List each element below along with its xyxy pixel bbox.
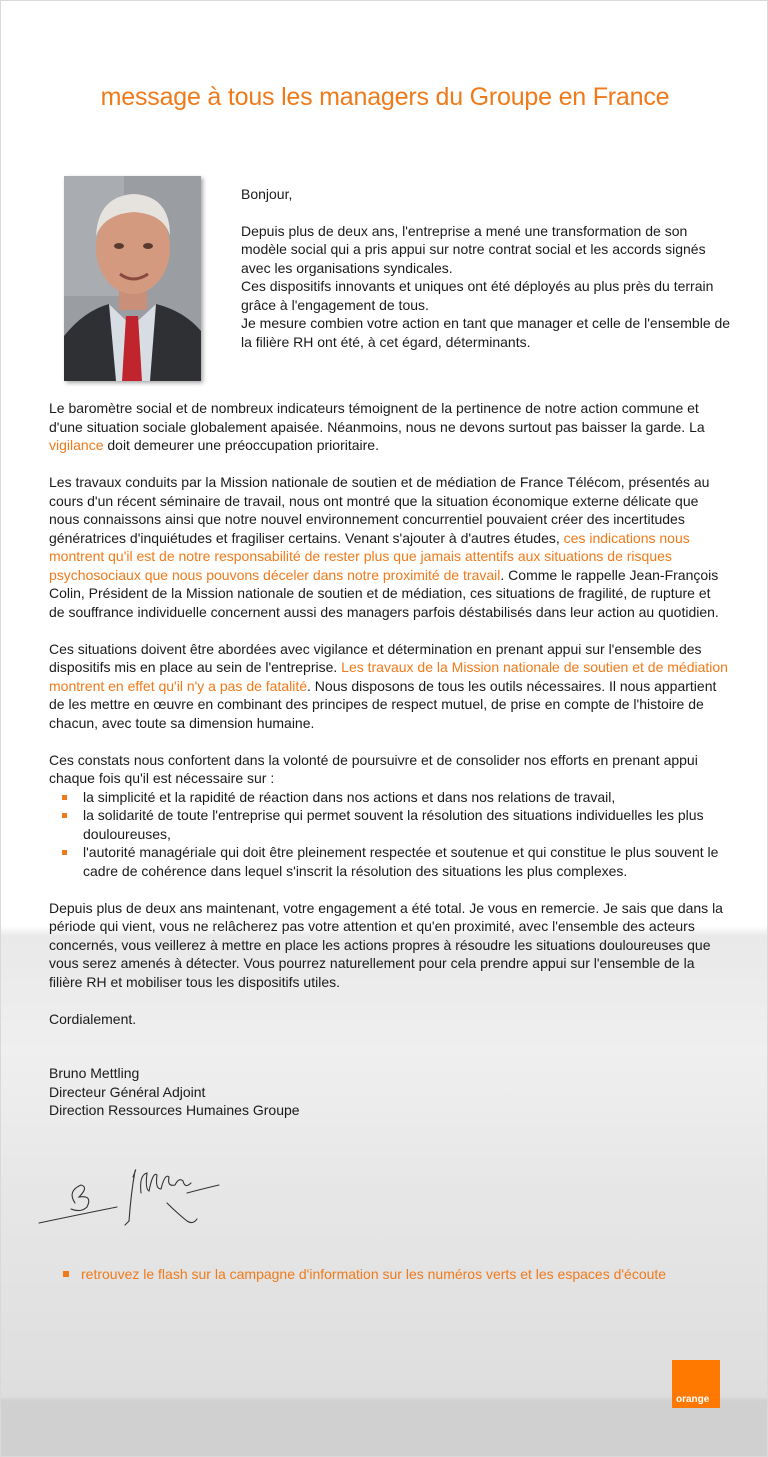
signatory-block [49,1064,729,1120]
bullet-list [62,788,729,881]
intro-section [241,185,731,369]
intro-line: Je mesure combien votre action en tant que manager et celle de l'ensemble de la filière RH ont été, à cet égard, déterminants. [241,315,731,350]
text-segment: Les travaux conduits par la Mission nationale de soutien et de médiation de France Télécom, présentés au cours d'un récent séminaire de travail, nous ont montré que la situation économique externe délicate que nous connaissons ainsi que notre nouvel environnement concurrentiel pouvaient créer des incertitudes génératrices d'inquiétudes et fragiliser certains. Venant s'ajouter à d'autres études, [49,474,710,546]
list-item: la simplicité et la rapidité de réaction dans nos actions et dans nos relations de travail, [62,788,729,807]
greeting: Bonjour, [241,186,293,202]
intro-line: Ces dispositifs innovants et uniques ont été déployés au plus près du terrain grâce à l'engagement de tous. [241,278,714,313]
paragraph-mission [49,473,729,621]
highlight-text: ces indications nous montrent qu'il est de notre responsabilité de rester plus que jamais attentifs aux situations de risques psychosociaux que nous pouvons déceler dans notre proximité de travail [49,529,690,583]
page-title: message à tous les managers du Groupe en France [100,83,670,111]
list-item: l'autorité managériale qui doit être pleinement respectée et soutenue et qui constitue le plus souvent le cadre de cohérence dans lequel s'inscrit la résolution des situations les plus complexes. [62,843,729,880]
handwritten-signature [37,1163,237,1233]
info-link[interactable] [63,1266,753,1282]
text-segment: . Comme le rappelle Jean-François Colin, Président de la Mission nationale de soutien et de médiation, ces situations de fragilité, de rupture et de souffrance individuelle concernent aussi des managers parfois déstabilisés dans leur action au quotidien. [49,566,719,620]
signatory-name: Bruno Mettling [49,1065,140,1081]
info-link-text[interactable]: retrouvez le flash sur la campagne d'information sur les numéros verts et les espaces d'écoute [81,1266,667,1282]
text-segment: Ces situations doivent être abordées avec vigilance et détermination en prenant appui sur l'ensemble des dispositifs mis en place au sein de l'entreprise. [49,640,702,675]
portrait-photo [64,176,201,381]
letter-body [49,399,729,1120]
intro-line: Depuis plus de deux ans, l'entreprise a mené une transformation de son modèle social qui a pris appui sur notre contrat social et les accords signés avec les organisations syndicales. [241,222,706,276]
paragraph-constats: Ces constats nous confortent dans la volonté de poursuivre et de consolider nos efforts en prenant appui chaque fois qu'il est nécessaire sur : [49,751,698,786]
highlight-text: Les travaux de la Mission nationale de soutien et de médiation montrent en effet qu'il n'y a pas de fatalité [49,659,728,694]
signatory-role: Directeur Général Adjoint [49,1083,206,1100]
intro-paragraph [241,222,731,352]
bullet-marker [63,1271,69,1277]
text-segment: doit demeurer une préoccupation prioritaire. [103,437,379,453]
highlight-text: vigilance [49,437,104,453]
orange-logo [672,1360,720,1408]
closing: Cordialement. [49,1010,137,1027]
paragraph-barometer [49,399,729,455]
signatory-department: Direction Ressources Humaines Groupe [49,1102,300,1118]
text-segment: Le baromètre social et de nombreux indicateurs témoignent de la pertinence de notre action commune et d'une situation sociale globalement apaisée. Néanmoins, nous ne devons surtout pas baisser la garde. La [49,400,705,435]
logo-text: orange [676,1394,710,1405]
list-item: la solidarité de toute l'entreprise qui permet souvent la résolution des situations individuelles les plus douloureuses, [62,806,729,843]
paragraph-situations [49,640,729,733]
text-segment: . Nous disposons de tous les outils nécessaires. Il nous appartient de les mettre en œuvre en combinant des principes de respect mutuel, de prise en compte de l'histoire de chacun, avec toute sa dimension humaine. [49,677,717,731]
paragraph-thanks: Depuis plus de deux ans maintenant, votre engagement a été total. Je vous en remercie. Je sais que dans la période qui vient, vous ne relâcherez pas votre attention et qu'en proximité, avec l'ensemble des acteurs concernés, vous veillerez à mettre en place les actions propres à résoudre les situations douloureuses que vous serez amenés à détecter. Vous pourrez naturellement pour cela prendre appui sur l'ensemble de la filière RH et mobiliser tous les dispositifs utiles. [49,899,723,990]
